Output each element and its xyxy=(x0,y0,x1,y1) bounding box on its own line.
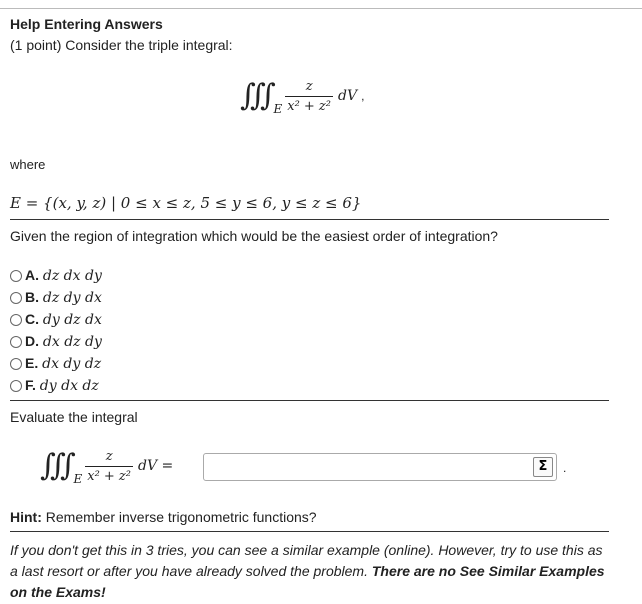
trailing-comma: , xyxy=(361,89,365,103)
trailing-period: . xyxy=(563,461,567,475)
radio-option-b[interactable] xyxy=(10,292,22,304)
option-a[interactable] xyxy=(25,267,102,284)
option-c-letter: C. xyxy=(25,311,39,327)
hint-text: Remember inverse trigonometric functions? xyxy=(41,509,317,525)
triple-integral-symbol-2: ∭ xyxy=(40,448,76,483)
footer-text: If you don't get this in 3 tries, you can see a similar example (online). However, try to use this as a last resort or after you have already solved the problem. xyxy=(10,542,603,579)
option-b-order: dz dy dx xyxy=(42,290,102,306)
radio-option-d[interactable] xyxy=(10,336,22,348)
option-d[interactable] xyxy=(25,333,102,350)
option-f-letter: F. xyxy=(25,377,36,393)
question-text: Given the region of integration which would be the easiest order of integration? xyxy=(10,228,498,244)
triple-integral-symbol: ∭ xyxy=(240,78,276,113)
option-e-order: dx dy dz xyxy=(42,356,102,372)
integral-display-1 xyxy=(240,72,364,120)
top-divider xyxy=(0,8,642,9)
region-definition: E = {(x, y, z) | 0 ≤ x ≤ z, 5 ≤ y ≤ 6, y ≤ z ≤ 6} xyxy=(10,194,362,212)
integral-region: E xyxy=(273,102,283,116)
hint-line xyxy=(10,509,317,525)
radio-option-a[interactable] xyxy=(10,270,22,282)
integral-region-2: E xyxy=(73,472,83,486)
divider-1 xyxy=(10,219,609,220)
radio-option-e[interactable] xyxy=(10,358,22,370)
problem-intro: (1 point) Consider the triple integral: xyxy=(10,37,233,53)
integral-display-2 xyxy=(40,442,173,490)
volume-differential: dV xyxy=(338,88,358,104)
equation-editor-button[interactable]: Σ xyxy=(533,457,553,477)
option-a-order: dz dx dy xyxy=(42,268,102,284)
footer-bold-text: There are no See Similar Examples on the Exams! xyxy=(10,563,605,600)
option-c[interactable] xyxy=(25,311,102,328)
integrand-fraction xyxy=(285,79,333,114)
integrand-denominator: x² + z² xyxy=(285,96,333,114)
option-f-order: dy dx dz xyxy=(39,378,99,394)
integrand-fraction-2 xyxy=(85,449,133,484)
option-b[interactable] xyxy=(25,289,102,306)
answer-input[interactable] xyxy=(203,453,557,481)
option-d-letter: D. xyxy=(25,333,39,349)
integrand-numerator-2: z xyxy=(105,448,113,464)
volume-differential-2: dV = xyxy=(138,458,174,474)
help-entering-answers-link[interactable]: Help Entering Answers xyxy=(10,16,163,32)
radio-option-f[interactable] xyxy=(10,380,22,392)
divider-3 xyxy=(10,531,609,532)
integrand-numerator: z xyxy=(305,78,313,94)
radio-option-c[interactable] xyxy=(10,314,22,326)
integrand-denominator-2: x² + z² xyxy=(85,466,133,484)
hint-label: Hint: xyxy=(10,509,42,525)
where-label: where xyxy=(10,157,46,172)
option-e-letter: E. xyxy=(25,355,39,371)
option-c-order: dy dz dx xyxy=(42,312,102,328)
option-e[interactable] xyxy=(25,355,101,372)
option-f[interactable] xyxy=(25,377,99,394)
footer-note xyxy=(10,540,610,603)
option-b-letter: B. xyxy=(25,289,39,305)
option-d-order: dx dz dy xyxy=(42,334,102,350)
evaluate-label: Evaluate the integral xyxy=(10,409,138,425)
option-a-letter: A. xyxy=(25,267,39,283)
divider-2 xyxy=(10,400,609,401)
